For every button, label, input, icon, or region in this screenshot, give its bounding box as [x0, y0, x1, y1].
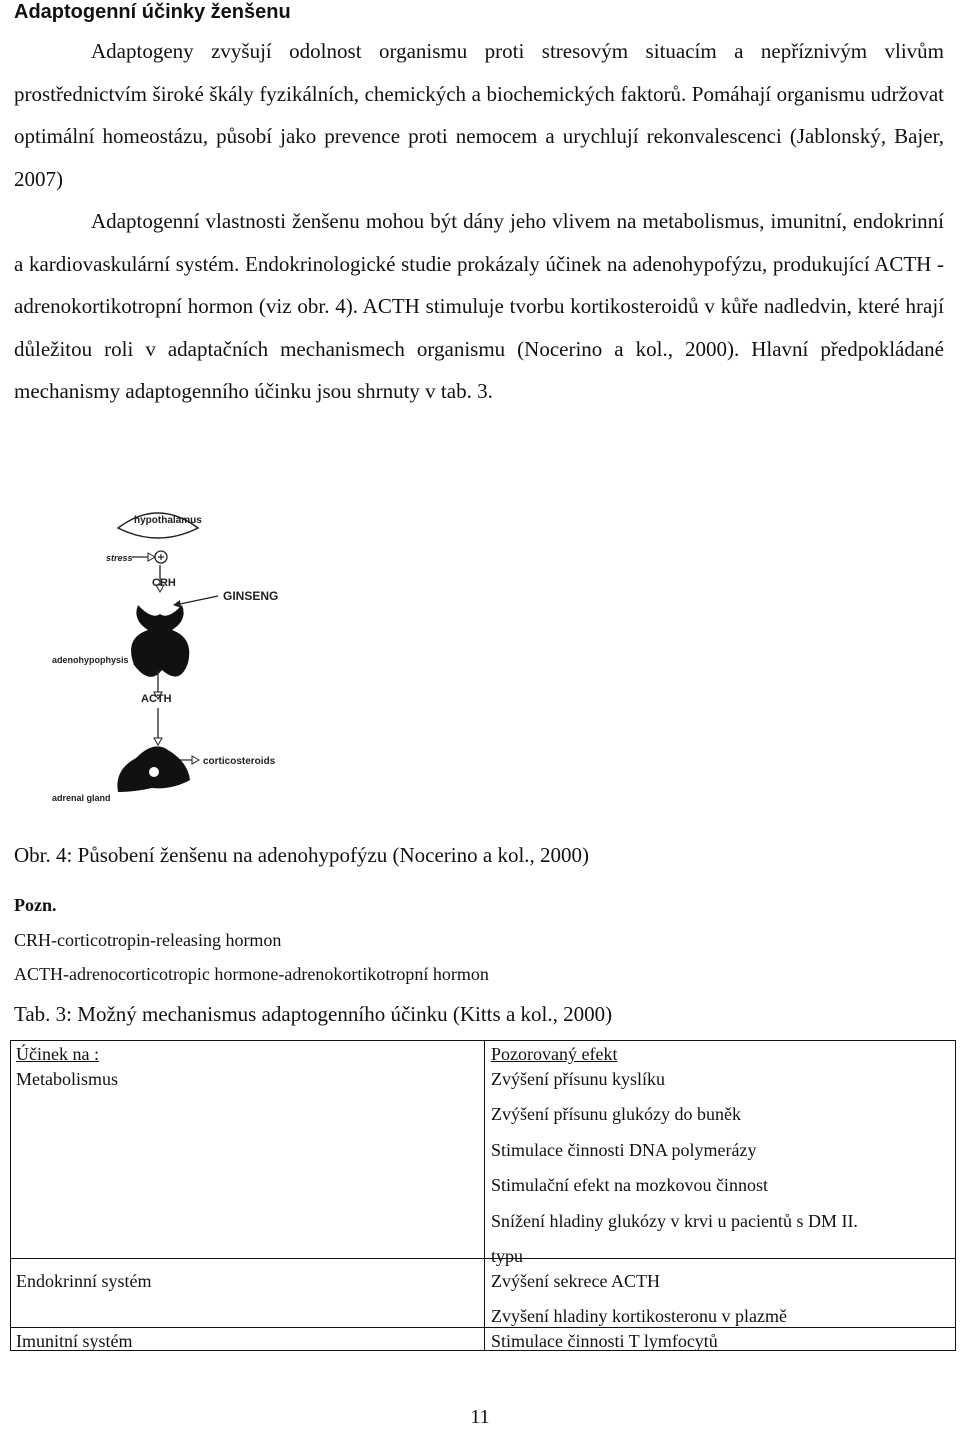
- corticosteroids-label: corticosteroids: [203, 756, 276, 767]
- stress-label: stress: [106, 553, 133, 563]
- note-line-crh: CRH-corticotropin-releasing hormon: [14, 930, 282, 950]
- table-column-divider: [484, 1041, 485, 1350]
- ginseng-label: GINSENG: [223, 589, 279, 603]
- ginseng-arrow: [180, 596, 218, 604]
- table-cell-effect: Snížení hladiny glukózy v krvi u pacientů s DM II.: [491, 1211, 858, 1231]
- table-row-metabolism: Metabolismus: [16, 1069, 118, 1089]
- figure-caption: Obr. 4: Působení ženšenu na adenohypofýzu (Nocerino a kol., 2000): [14, 843, 590, 867]
- table-cell-effect: Stimulace činnosti DNA polymerázy: [491, 1140, 757, 1160]
- table-header-observed-effect: Pozorovaný efekt: [491, 1044, 618, 1064]
- hpa-axis-diagram: [40, 500, 360, 810]
- note-line-acth: ACTH-adrenocorticotropic hormone-adrenokortikotropní hormon: [14, 964, 489, 984]
- corticosteroids-arrowhead: [192, 756, 199, 764]
- note-title: Pozn.: [14, 895, 57, 915]
- mechanism-table: [10, 1040, 956, 1351]
- acth-arrowhead-bottom: [154, 738, 162, 745]
- paragraph-1: Adaptogeny zvyšují odolnost organismu proti stresovým situacím a nepříznivým vlivům prostřednictvím široké škály fyzikálních, chemických a biochemických faktorů. Pomáhají organismu udržovat optimální homeostázu, působí jako prevence proti nemocem a urychlují rekonvalescenci (Jablonský, Bajer, 2007): [14, 39, 944, 191]
- table-cell-effect: Zvýšení přísunu kyslíku: [491, 1069, 665, 1089]
- hypothalamus-label: hypothalamus: [134, 515, 202, 526]
- adrenal-gland-label: adrenal gland: [52, 793, 111, 803]
- table-row-immune: Imunitní systém: [16, 1331, 133, 1351]
- acth-label: ACTH: [141, 693, 172, 705]
- table-row-divider-1: [11, 1258, 955, 1259]
- table-cell-effect: Zvýšení sekrece ACTH: [491, 1271, 660, 1291]
- table-cell-effect: Zvyšení hladiny kortikosteronu v plazmě: [491, 1306, 787, 1326]
- table-cell-effect: Stimulační efekt na mozkovou činnost: [491, 1175, 768, 1195]
- body-text: [14, 30, 944, 413]
- figure-ginseng-diagram: [40, 500, 360, 810]
- crh-label: CRH: [152, 577, 176, 589]
- table-cell-effect: Zvýšení přísunu glukózy do buněk: [491, 1104, 741, 1124]
- table-cell-effect: Stimulace činnosti T lymfocytů: [491, 1331, 718, 1351]
- paragraph-2: Adaptogenní vlastnosti ženšenu mohou být dány jeho vlivem na metabolismus, imunitní, endokrinní a kardiovaskulární systém. Endokrinologické studie prokázaly účinek na adenohypofýzu, produkující ACTH - adrenokortikotropní hormon (viz obr. 4). ACTH stimuluje tvorbu kortikosteroidů v kůře nadledvin, které hrají důležitou roli v adaptačních mechanismech organismu (Nocerino a kol., 2000). Hlavní předpokládané mechanismy adaptogenního účinku jsou shrnuty v tab. 3.: [14, 209, 944, 403]
- table-row-divider-2: [11, 1327, 955, 1328]
- table-caption: Tab. 3: Možný mechanismus adaptogenního účinku (Kitts a kol., 2000): [14, 1002, 613, 1026]
- section-heading: Adaptogenní účinky ženšenu: [14, 1, 291, 23]
- stress-arrowhead: [148, 553, 155, 561]
- adrenal-inner-shape: [149, 767, 159, 777]
- table-cell-effect: typu: [491, 1246, 524, 1266]
- table-header-effect-on: Účinek na :: [16, 1044, 99, 1064]
- table-row-endocrine: Endokrinní systém: [16, 1271, 152, 1291]
- pituitary-shape: [131, 605, 189, 677]
- ginseng-arrowhead: [173, 600, 181, 608]
- adenohypophysis-label: adenohypophysis: [52, 655, 129, 665]
- page-number: 11: [470, 1406, 490, 1428]
